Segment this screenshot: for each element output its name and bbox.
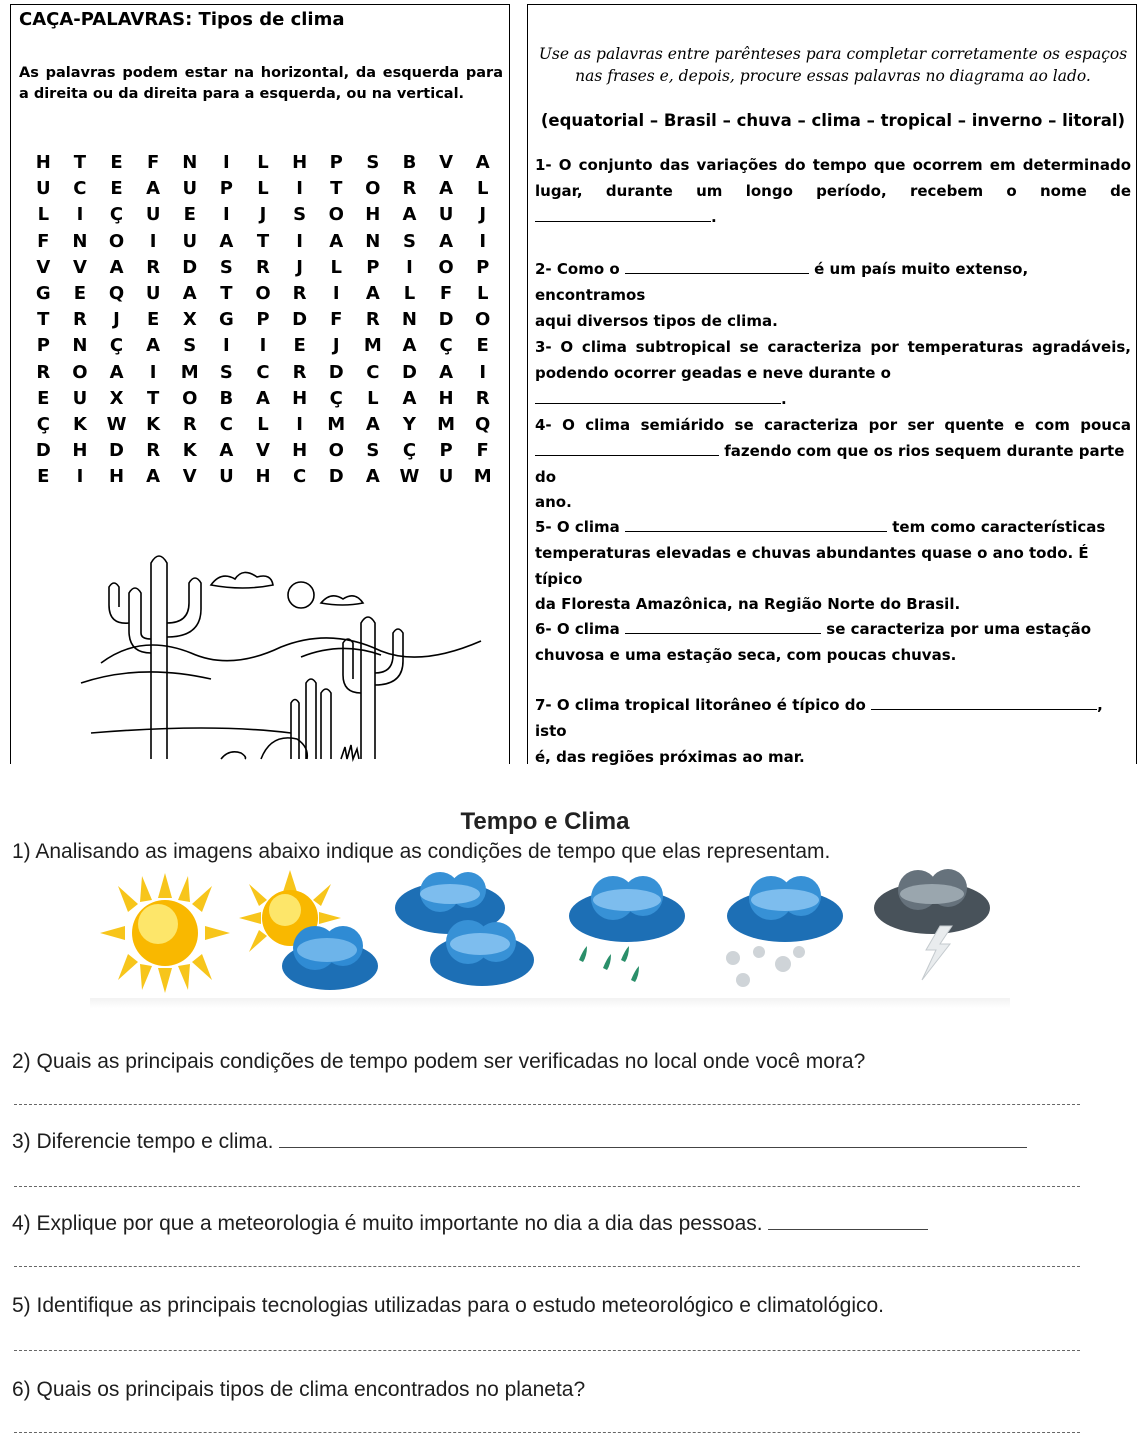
question-4-line3: ano.: [535, 493, 572, 512]
grid-letter[interactable]: A: [146, 335, 161, 357]
grid-letter[interactable]: C: [219, 413, 233, 435]
grid-letter[interactable]: E: [476, 335, 489, 357]
grid-letter[interactable]: S: [293, 204, 307, 226]
grid-letter[interactable]: E: [293, 335, 306, 357]
grid-letter[interactable]: A: [109, 361, 124, 383]
grid-letter[interactable]: I: [332, 282, 340, 304]
grid-letter[interactable]: H: [72, 440, 88, 462]
grid-letter[interactable]: J: [479, 204, 487, 226]
question-4-after: fazendo com que os rios sequem durante parte do: [535, 441, 1125, 486]
grid-letter[interactable]: P: [439, 440, 453, 462]
grid-letter[interactable]: Ç: [329, 387, 343, 409]
answer-line-2[interactable]: [14, 1104, 1080, 1105]
grid-letter[interactable]: K: [72, 413, 87, 435]
answer-line-5[interactable]: [14, 1350, 1080, 1351]
grid-letter[interactable]: O: [72, 361, 88, 383]
grid-letter[interactable]: M: [437, 413, 456, 435]
question-3: [535, 335, 1131, 412]
grid-letter[interactable]: A: [439, 230, 454, 252]
answer-line-6[interactable]: [14, 1432, 1080, 1433]
answer-blank-6[interactable]: [625, 619, 821, 634]
grid-letter[interactable]: J: [259, 204, 267, 226]
grid-letter[interactable]: I: [223, 152, 230, 173]
grid-letter[interactable]: L: [257, 152, 269, 173]
grid-letter[interactable]: Ç: [109, 204, 124, 226]
grid-letter[interactable]: Q: [475, 413, 491, 435]
word-search-instructions: As palavras podem estar na horizontal, da esquerda para a direita ou da direita para a esquerda, ou na vertical.: [19, 65, 503, 103]
question-4-line1: 4- O clima semiárido se caracteriza por ser quente e com pouca: [535, 416, 1131, 434]
grid-letter[interactable]: E: [147, 309, 160, 331]
answer-blank-5[interactable]: [625, 517, 887, 532]
grid-letter[interactable]: P: [256, 309, 270, 331]
grid-letter[interactable]: D: [182, 256, 198, 278]
grid-letter[interactable]: J: [296, 256, 303, 278]
grid-letter[interactable]: J: [332, 335, 340, 357]
answer-blank-4[interactable]: [535, 441, 719, 456]
grid-letter[interactable]: L: [476, 178, 489, 200]
grid-letter[interactable]: M: [327, 413, 346, 435]
grid-letter[interactable]: F: [37, 230, 50, 252]
grid-letter[interactable]: R: [402, 178, 417, 200]
fill-in-panel: [527, 4, 1137, 764]
question-6-after: se caracteriza por uma estação: [826, 620, 1091, 638]
answer-blank-3[interactable]: [535, 389, 781, 404]
grid-letter[interactable]: O: [365, 178, 381, 200]
tc-question-4: [12, 1212, 928, 1236]
grid-letter[interactable]: E: [183, 204, 196, 226]
grid-letter[interactable]: H: [35, 152, 51, 173]
grid-letter[interactable]: A: [402, 335, 417, 357]
answer-line-4[interactable]: [14, 1266, 1080, 1267]
question-1-line2: lugar, durante um longo período, recebem o nome de: [535, 181, 1131, 200]
grid-letter[interactable]: H: [108, 466, 125, 488]
grid-letter[interactable]: R: [36, 361, 51, 383]
grid-letter[interactable]: I: [296, 178, 303, 200]
grid-letter[interactable]: N: [401, 309, 417, 331]
grid-letter[interactable]: O: [328, 204, 344, 226]
question-7-line2: é, das regiões próximas ao mar.: [535, 747, 805, 766]
grid-letter[interactable]: M: [473, 466, 492, 488]
grid-letter[interactable]: K: [146, 413, 161, 435]
grid-letter[interactable]: N: [182, 152, 198, 173]
grid-letter[interactable]: S: [219, 256, 233, 278]
grid-letter[interactable]: E: [73, 282, 87, 304]
grid-letter[interactable]: S: [219, 361, 233, 383]
answer-blank-1[interactable]: [535, 207, 711, 222]
grid-letter[interactable]: I: [76, 466, 84, 488]
answer-blank-tc3[interactable]: [279, 1130, 1027, 1148]
question-5-start: 5- O clima: [535, 518, 620, 536]
grid-letter[interactable]: A: [219, 440, 234, 462]
answer-blank-tc4[interactable]: [768, 1212, 928, 1230]
grid-letter[interactable]: L: [37, 204, 50, 226]
question-3-end: .: [781, 389, 787, 408]
tc-question-3-text: 3) Diferencie tempo e clima.: [12, 1130, 274, 1153]
grid-letter[interactable]: U: [182, 178, 198, 200]
grid-letter[interactable]: K: [182, 440, 197, 462]
grid-letter[interactable]: N: [72, 335, 88, 357]
grid-letter[interactable]: D: [328, 361, 344, 383]
grid-letter[interactable]: A: [182, 282, 197, 304]
grid-letter[interactable]: R: [475, 387, 490, 409]
question-1-end: .: [711, 207, 717, 226]
grid-letter[interactable]: L: [257, 178, 269, 200]
grid-letter[interactable]: O: [108, 230, 125, 252]
grid-letter[interactable]: L: [476, 282, 489, 304]
grid-letter[interactable]: A: [439, 361, 454, 383]
question-1: [535, 153, 1131, 230]
grid-letter[interactable]: A: [402, 204, 417, 226]
grid-letter[interactable]: F: [476, 440, 489, 462]
grid-letter[interactable]: O: [255, 282, 271, 304]
grid-letter[interactable]: H: [255, 466, 271, 488]
desert-cactus-illustration: [71, 533, 501, 765]
question-1-line1: 1- O conjunto das variações do tempo que ocorrem em determinado: [535, 156, 1131, 174]
grid-letter[interactable]: I: [296, 230, 303, 252]
grid-letter[interactable]: D: [35, 440, 51, 462]
grid-letter[interactable]: A: [256, 387, 270, 409]
grid-letter[interactable]: T: [37, 309, 50, 331]
grid-letter[interactable]: A: [365, 282, 380, 304]
grid-letter[interactable]: V: [72, 256, 87, 278]
grid-letter[interactable]: E: [110, 178, 123, 200]
grid-letter[interactable]: W: [106, 413, 127, 435]
grid-letter[interactable]: J: [113, 309, 120, 331]
question-3-line2: podendo ocorrer geadas e neve durante o: [535, 363, 891, 382]
grid-letter[interactable]: I: [149, 361, 157, 383]
grid-letter[interactable]: U: [145, 282, 161, 304]
grid-letter[interactable]: A: [219, 230, 234, 252]
grid-letter[interactable]: N: [365, 230, 381, 252]
grid-letter[interactable]: I: [479, 361, 487, 383]
grid-letter[interactable]: A: [146, 466, 161, 488]
grid-letter[interactable]: D: [292, 309, 308, 331]
grid-letter[interactable]: R: [365, 309, 380, 331]
grid-letter[interactable]: R: [292, 282, 307, 304]
grid-letter[interactable]: R: [256, 256, 270, 278]
grid-letter[interactable]: T: [256, 230, 270, 252]
grid-letter[interactable]: H: [365, 204, 381, 226]
grid-letter[interactable]: S: [402, 230, 416, 252]
grid-letter[interactable]: H: [292, 440, 308, 462]
grid-letter[interactable]: A: [439, 178, 454, 200]
grid-letter[interactable]: H: [292, 387, 308, 409]
grid-letter[interactable]: S: [366, 152, 380, 173]
word-search-panel: [10, 4, 510, 764]
grid-letter[interactable]: H: [292, 152, 308, 173]
grid-letter[interactable]: T: [73, 152, 87, 173]
grid-letter[interactable]: I: [296, 413, 303, 435]
tempo-clima-title: Tempo e Clima: [460, 808, 630, 835]
clouds-icon: [390, 868, 540, 998]
grid-letter[interactable]: I: [149, 230, 157, 252]
grid-letter[interactable]: Ç: [439, 335, 453, 357]
grid-letter[interactable]: Q: [108, 282, 125, 304]
grid-letter[interactable]: L: [257, 413, 269, 435]
grid-letter[interactable]: V: [439, 152, 454, 173]
grid-letter[interactable]: G: [218, 309, 234, 331]
grid-letter[interactable]: R: [292, 361, 307, 383]
grid-letter[interactable]: O: [438, 256, 454, 278]
grid-letter[interactable]: M: [363, 335, 382, 357]
question-6: [535, 617, 1131, 669]
question-5-line3: da Floresta Amazônica, na Região Norte do Brasil.: [535, 595, 961, 614]
grid-letter[interactable]: C: [293, 466, 307, 488]
question-2-start: 2- Como o: [535, 260, 620, 278]
question-7-start: 7- O clima tropical litorâneo é típico do: [535, 696, 866, 714]
grid-letter[interactable]: U: [182, 230, 198, 252]
fill-in-intro: Use as palavras entre parênteses para completar corretamente os espaços nas frases e, depois, procure essas palavras no diagrama ao lado.: [538, 45, 1128, 86]
question-5-line2: temperaturas elevadas e chuvas abundantes quase o ano todo. É típico: [535, 543, 1089, 588]
grid-letter[interactable]: U: [219, 466, 234, 488]
grid-letter[interactable]: N: [72, 230, 88, 252]
grid-letter[interactable]: I: [76, 204, 84, 226]
grid-letter[interactable]: P: [476, 256, 490, 278]
question-2-line2: aqui diversos tipos de clima.: [535, 311, 778, 330]
tc-question-1: 1) Analisando as imagens abaixo indique as condições de tempo que elas representam.: [12, 840, 831, 863]
grid-letter[interactable]: E: [110, 152, 123, 173]
grid-letter[interactable]: Ç: [402, 440, 417, 462]
grid-letter[interactable]: C: [366, 361, 380, 383]
grid-letter[interactable]: O: [182, 387, 198, 409]
grid-letter[interactable]: D: [109, 440, 124, 462]
word-bank: (equatorial – Brasil – chuva – clima – tropical – inverno – litoral): [540, 111, 1126, 130]
question-5: [535, 515, 1131, 618]
grid-letter[interactable]: V: [182, 466, 197, 488]
grid-letter[interactable]: P: [329, 152, 343, 173]
grid-letter[interactable]: I: [406, 256, 413, 278]
grid-letter[interactable]: S: [366, 440, 380, 462]
grid-letter[interactable]: A: [329, 230, 344, 252]
question-3-line1: 3- O clima subtropical se caracteriza por temperaturas agradáveis,: [535, 338, 1131, 356]
tc-question-3: [12, 1130, 1027, 1154]
grid-letter[interactable]: R: [146, 440, 161, 462]
grid-letter[interactable]: C: [256, 361, 270, 383]
grid-letter[interactable]: L: [367, 387, 379, 409]
tc-question-6: 6) Quais os principais tipos de clima encontrados no planeta?: [12, 1378, 586, 1401]
grid-letter[interactable]: P: [219, 178, 233, 200]
grid-letter[interactable]: D: [401, 361, 417, 383]
grid-letter[interactable]: I: [259, 335, 267, 357]
question-7: [535, 693, 1131, 770]
grid-letter[interactable]: R: [72, 309, 87, 331]
grid-letter[interactable]: W: [399, 466, 420, 488]
question-2-after: é um país muito extenso, encontramos: [535, 260, 1029, 304]
grid-letter[interactable]: T: [220, 282, 233, 304]
grid-letter[interactable]: U: [72, 387, 88, 409]
tc-question-2: 2) Quais as principais condições de tempo podem ser verificadas no local onde você mora?: [12, 1050, 866, 1073]
grid-letter[interactable]: V: [36, 256, 51, 278]
answer-line-3[interactable]: [14, 1186, 1080, 1187]
tc-question-4-text: 4) Explique por que a meteorologia é muito importante no dia a dia das pessoas.: [12, 1212, 763, 1235]
grid-letter[interactable]: U: [35, 178, 51, 200]
question-6-line2: chuvosa e uma estação seca, com poucas chuvas.: [535, 645, 957, 664]
storm-icon: [870, 868, 1020, 998]
grid-letter[interactable]: A: [402, 387, 417, 409]
grid-letter[interactable]: I: [479, 230, 487, 252]
icons-shadow: [90, 998, 1010, 1008]
answer-blank-7[interactable]: [871, 695, 1097, 710]
question-6-start: 6- O clima: [535, 620, 620, 638]
grid-letter[interactable]: U: [438, 204, 454, 226]
snow-icon: [713, 868, 863, 998]
grid-letter[interactable]: C: [73, 178, 87, 200]
grid-letter[interactable]: V: [256, 440, 270, 462]
grid-letter[interactable]: Ç: [109, 335, 124, 357]
grid-letter[interactable]: Y: [402, 413, 416, 435]
grid-letter[interactable]: T: [330, 178, 343, 200]
grid-letter[interactable]: I: [223, 204, 230, 226]
tc-question-5: 5) Identifique as principais tecnologias utilizadas para o estudo meteorológico e climatológico.: [12, 1294, 885, 1317]
grid-letter[interactable]: A: [109, 256, 124, 278]
grid-letter[interactable]: X: [182, 309, 197, 331]
grid-letter[interactable]: I: [223, 335, 230, 357]
grid-letter[interactable]: A: [365, 466, 380, 488]
grid-letter[interactable]: L: [330, 256, 342, 278]
grid-letter[interactable]: X: [109, 387, 124, 409]
grid-letter[interactable]: E: [37, 387, 50, 409]
question-7-after: , isto: [535, 696, 1103, 740]
grid-letter[interactable]: B: [219, 387, 234, 409]
grid-letter[interactable]: H: [438, 387, 454, 409]
question-4: [535, 413, 1131, 516]
grid-letter[interactable]: P: [366, 256, 380, 278]
grid-letter[interactable]: U: [145, 204, 161, 226]
grid-letter[interactable]: E: [37, 466, 50, 488]
grid-letter[interactable]: L: [403, 282, 416, 304]
question-5-after: tem como características: [892, 518, 1106, 536]
grid-letter[interactable]: A: [146, 178, 161, 200]
grid-letter[interactable]: F: [439, 282, 453, 304]
grid-letter[interactable]: D: [328, 466, 344, 488]
grid-letter[interactable]: P: [36, 335, 50, 357]
word-search-title: CAÇA-PALAVRAS: Tipos de clima: [19, 9, 345, 30]
grid-letter[interactable]: Ç: [36, 413, 50, 435]
grid-letter[interactable]: U: [438, 466, 454, 488]
grid-letter[interactable]: G: [35, 282, 51, 304]
sun-cloud-icon: [235, 868, 385, 998]
grid-letter[interactable]: R: [182, 413, 197, 435]
grid-letter[interactable]: O: [328, 440, 344, 462]
sun-icon: [90, 868, 240, 998]
grid-letter[interactable]: S: [183, 335, 197, 357]
answer-blank-2[interactable]: [625, 259, 809, 274]
grid-letter[interactable]: D: [438, 309, 454, 331]
grid-letter[interactable]: A: [365, 413, 380, 435]
grid-letter[interactable]: M: [180, 361, 199, 383]
grid-letter[interactable]: A: [475, 152, 490, 173]
grid-letter[interactable]: T: [147, 387, 160, 409]
grid-letter[interactable]: B: [402, 152, 417, 173]
letter-grid: [25, 153, 501, 486]
rain-icon: [555, 868, 705, 998]
grid-letter[interactable]: F: [330, 309, 343, 331]
grid-letter[interactable]: R: [146, 256, 161, 278]
question-2: [535, 257, 1131, 334]
grid-letter[interactable]: F: [147, 152, 160, 173]
grid-letter[interactable]: O: [475, 309, 491, 331]
